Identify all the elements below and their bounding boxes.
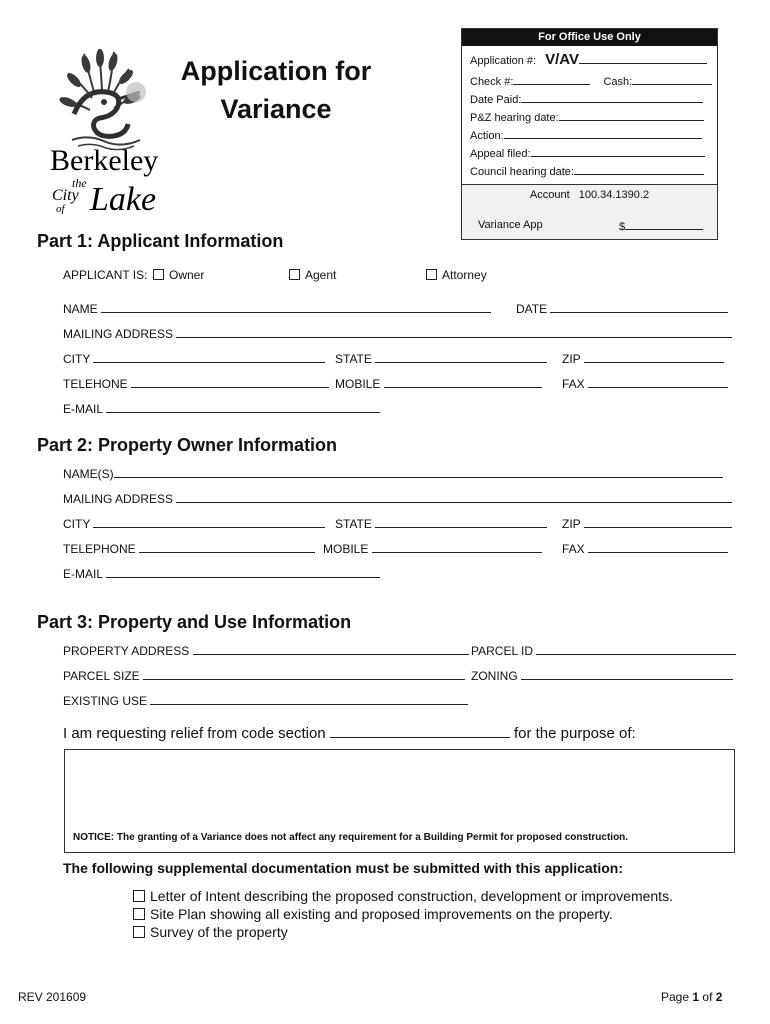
applicant-telephone-row: TELEHONE	[63, 375, 329, 391]
owner-checkbox[interactable]: Owner	[153, 268, 204, 282]
checkbox-icon	[153, 269, 164, 280]
checkbox-icon	[289, 269, 300, 280]
action-field[interactable]	[504, 128, 702, 139]
parcel-id-field[interactable]	[536, 642, 736, 655]
applicant-fax-row: FAX	[562, 375, 728, 391]
part2-title: Part 2: Property Owner Information	[37, 435, 338, 455]
owner-fax-row: FAX	[562, 540, 728, 556]
office-use-box	[461, 28, 718, 240]
heron-seal-icon	[44, 44, 174, 214]
relief-request-row: I am requesting relief from code section for the purpose of:	[63, 725, 636, 742]
application-number-row: Application #: V/AV	[470, 51, 707, 68]
revision-label: REV 201609	[18, 990, 87, 1004]
owner-email-field[interactable]	[106, 565, 380, 578]
parcel-size-row: PARCEL SIZE	[63, 667, 465, 683]
appeal-row: Appeal filed:	[470, 146, 705, 160]
zoning-field[interactable]	[521, 667, 733, 680]
applicant-mobile-row: MOBILE	[335, 375, 542, 391]
application-number-value: V/AV	[545, 51, 580, 68]
svg-text:Lake: Lake	[90, 181, 157, 214]
property-address-row: PROPERTY ADDRESS	[63, 642, 469, 658]
svg-text:City: City	[52, 187, 79, 204]
applicant-email-row: E-MAIL	[63, 400, 380, 416]
applicant-name-row: NAME	[63, 300, 491, 316]
code-section-field[interactable]	[330, 723, 510, 738]
check-cash-row: Check #: Cash:	[470, 74, 712, 88]
property-address-field[interactable]	[193, 642, 469, 655]
variance-fee-field[interactable]	[625, 219, 703, 230]
applicant-is-label: APPLICANT IS:	[63, 268, 148, 282]
letter-of-intent-checkbox[interactable]: Letter of Intent describing the proposed construction, development or improvements.	[133, 888, 673, 904]
applicant-state-field[interactable]	[375, 350, 547, 363]
site-plan-checkbox[interactable]: Site Plan showing all existing and proposed improvements on the property.	[133, 906, 613, 922]
appeal-filed-field[interactable]	[531, 146, 705, 157]
account-number: 100.34.1390.2	[578, 189, 650, 201]
check-number-field[interactable]	[513, 74, 590, 85]
part3-title: Part 3: Property and Use Information	[37, 612, 352, 632]
owner-mailing-row: MAILING ADDRESS	[63, 490, 732, 506]
purpose-textarea[interactable]	[64, 749, 735, 853]
owner-state-field[interactable]	[375, 515, 547, 528]
account-row: Account 100.34.1390.2	[462, 184, 717, 206]
applicant-name-field[interactable]	[101, 300, 491, 313]
owner-names-row: NAME(S)	[63, 465, 723, 481]
owner-mobile-field[interactable]	[372, 540, 542, 553]
checkbox-icon	[133, 926, 145, 938]
owner-mobile-row: MOBILE	[323, 540, 542, 556]
applicant-mailing-row: MAILING ADDRESS	[63, 325, 732, 341]
svg-text:the: the	[72, 176, 87, 190]
building-permit-notice: NOTICE: The granting of a Variance does not affect any requirement for a Building Permit for proposed construction.	[73, 832, 629, 843]
zoning-row: ZONING	[471, 667, 733, 683]
logo-berkeley-text: Berkeley	[50, 144, 159, 177]
checkbox-icon	[426, 269, 437, 280]
office-use-header: For Office Use Only	[462, 29, 717, 46]
applicant-date-field[interactable]	[550, 300, 728, 313]
survey-checkbox[interactable]: Survey of the property	[133, 924, 288, 940]
applicant-telephone-field[interactable]	[131, 375, 329, 388]
council-hearing-date-field[interactable]	[574, 164, 704, 175]
page-number: Page 1 of 2	[661, 990, 723, 1004]
applicant-fax-field[interactable]	[588, 375, 728, 388]
applicant-mailing-field[interactable]	[176, 325, 732, 338]
owner-city-field[interactable]	[93, 515, 325, 528]
supplemental-heading: The following supplemental documentation must be submitted with this application:	[63, 860, 624, 876]
owner-zip-field[interactable]	[584, 515, 732, 528]
applicant-mobile-field[interactable]	[384, 375, 542, 388]
action-row: Action:	[470, 128, 702, 142]
existing-use-field[interactable]	[150, 692, 468, 705]
checkbox-icon	[133, 908, 145, 920]
owner-mailing-field[interactable]	[176, 490, 732, 503]
svg-text:of: of	[56, 203, 65, 214]
existing-use-row: EXISTING USE	[63, 692, 468, 708]
pz-hearing-row: P&Z hearing date:	[470, 110, 704, 124]
owner-zip-row: ZIP	[562, 515, 732, 531]
owner-telephone-field[interactable]	[139, 540, 315, 553]
applicant-city-row: CITY	[63, 350, 325, 366]
owner-fax-field[interactable]	[588, 540, 728, 553]
applicant-zip-field[interactable]	[584, 350, 724, 363]
form-title: Application for Variance	[180, 56, 372, 124]
owner-email-row: E-MAIL	[63, 565, 380, 581]
applicant-state-row: STATE	[335, 350, 547, 366]
applicant-city-field[interactable]	[93, 350, 325, 363]
owner-names-field[interactable]	[114, 465, 723, 478]
part1-title: Part 1: Applicant Information	[37, 231, 284, 251]
owner-telephone-row: TELEPHONE	[63, 540, 315, 556]
attorney-checkbox[interactable]: Attorney	[426, 268, 487, 282]
application-number-field[interactable]	[579, 53, 707, 64]
variance-app-fee-row: Variance App $	[462, 205, 717, 239]
council-row: Council hearing date:	[470, 164, 704, 178]
city-logo	[44, 44, 174, 214]
agent-checkbox[interactable]: Agent	[289, 268, 336, 282]
applicant-email-field[interactable]	[106, 400, 380, 413]
owner-city-row: CITY	[63, 515, 325, 531]
cash-field[interactable]	[632, 74, 712, 85]
date-paid-field[interactable]	[521, 92, 703, 103]
owner-state-row: STATE	[335, 515, 547, 531]
applicant-zip-row: ZIP	[562, 350, 724, 366]
checkbox-icon	[133, 890, 145, 902]
parcel-id-row: PARCEL ID	[471, 642, 736, 658]
date-paid-row: Date Paid:	[470, 92, 703, 106]
applicant-date-row: DATE	[516, 300, 728, 316]
pz-hearing-date-field[interactable]	[559, 110, 704, 121]
parcel-size-field[interactable]	[143, 667, 465, 680]
